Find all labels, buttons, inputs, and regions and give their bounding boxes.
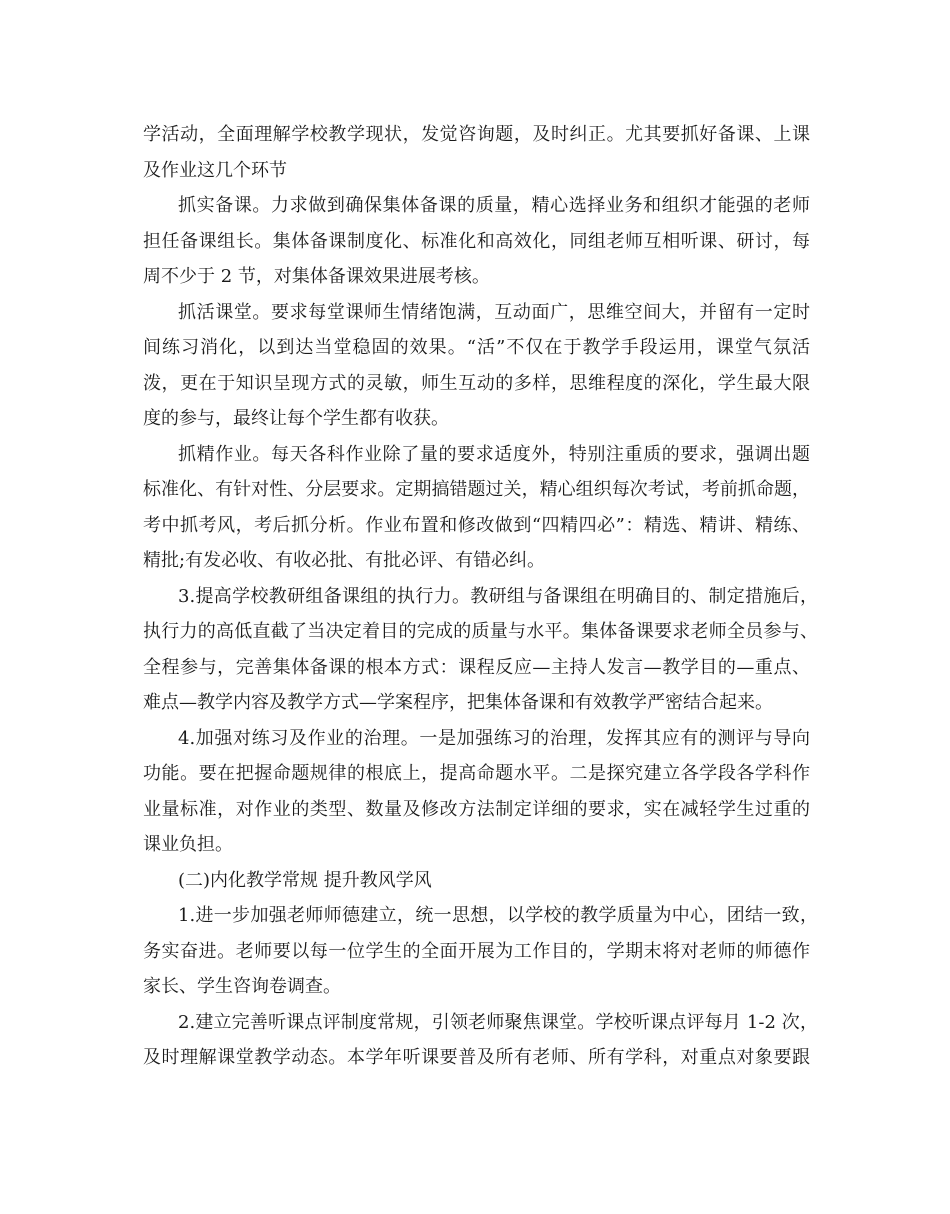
text-line: 全程参与，完善集体备课的根本方式：课程反应—主持人发言—教学目的—重点、 [143, 657, 810, 678]
text-line: 难点—教学内容及教学方式—学案程序，把集体备课和有效教学严密结合起来。 [143, 692, 773, 713]
text-line: 抓活课堂。要求每堂课师生情绪饱满，互动面广，思维空间大，并留有一定时 [178, 302, 810, 323]
text-line: 务实奋进。老师要以每一位学生的全面开展为工作目的，学期末将对老师的师德作 [143, 941, 810, 962]
text-line: 1.进一步加强老师师德建立，统一思想，以学校的教学质量为中心，团结一致， [178, 905, 818, 926]
text-line: 泼，更在于知识呈现方式的灵敏，师生互动的多样，思维程度的深化，学生最大限 [143, 373, 810, 394]
text-line: 课业负担。 [143, 834, 233, 855]
text-line: 功能。要在把握命题规律的根底上，提高命题水平。二是探究建立各学段各学科作 [143, 763, 810, 784]
text-line: 抓实备课。力求做到确保集体备课的质量，精心选择业务和组织才能强的老师 [178, 195, 810, 216]
section-heading: (二)内化教学常规 提升教风学风 [178, 870, 432, 891]
text-line: 执行力的高低直截了当决定着目的完成的质量与水平。集体备课要求老师全员参与、 [143, 621, 818, 642]
text-line: 考中抓考风，考后抓分析。作业布置和修改做到“四精四必”：精选、精讲、精练、 [143, 515, 810, 536]
text-line: 及时理解课堂教学动态。本学年听课要普及所有老师、所有学科，对重点对象要跟 [143, 1047, 810, 1068]
text-line: 间练习消化，以到达当堂稳固的效果。“活”不仅在于教学手段运用，课堂气氛活 [143, 337, 810, 358]
text-line: 周不少于 2 节，对集体备课效果进展考核。 [143, 266, 490, 287]
text-line: 3.提高学校教研组备课组的执行力。教研组与备课组在明确目的、制定措施后， [178, 586, 818, 607]
text-line: 业量标准，对作业的类型、数量及修改方法制定详细的要求，实在减轻学生过重的 [143, 799, 810, 820]
text-line: 标准化、有针对性、分层要求。定期搞错题过关，精心组织每次考试，考前抓命题， [143, 479, 810, 500]
text-line: 家长、学生咨询卷调查。 [143, 976, 341, 997]
text-line: 学活动，全面理解学校教学现状，发觉咨询题，及时纠正。尤其要抓好备课、上课 [143, 124, 810, 145]
text-line: 精批;有发必收、有收必批、有批必评、有错必纠。 [143, 550, 546, 571]
text-line: 度的参与，最终让每个学生都有收获。 [143, 408, 449, 429]
text-line: 2.建立完善听课点评制度常规，引领老师聚焦课堂。学校听课点评每月 1-2 次， [178, 1012, 818, 1033]
text-line: 担任备课组长。集体备课制度化、标准化和高效化，同组老师互相听课、研讨，每 [143, 231, 810, 252]
text-line: 4.加强对练习及作业的治理。一是加强练习的治理，发挥其应有的测评与导向 [178, 728, 810, 749]
text-line: 及作业这几个环节 [143, 160, 287, 181]
text-line: 抓精作业。每天各科作业除了量的要求适度外，特别注重质的要求，强调出题 [178, 444, 810, 465]
